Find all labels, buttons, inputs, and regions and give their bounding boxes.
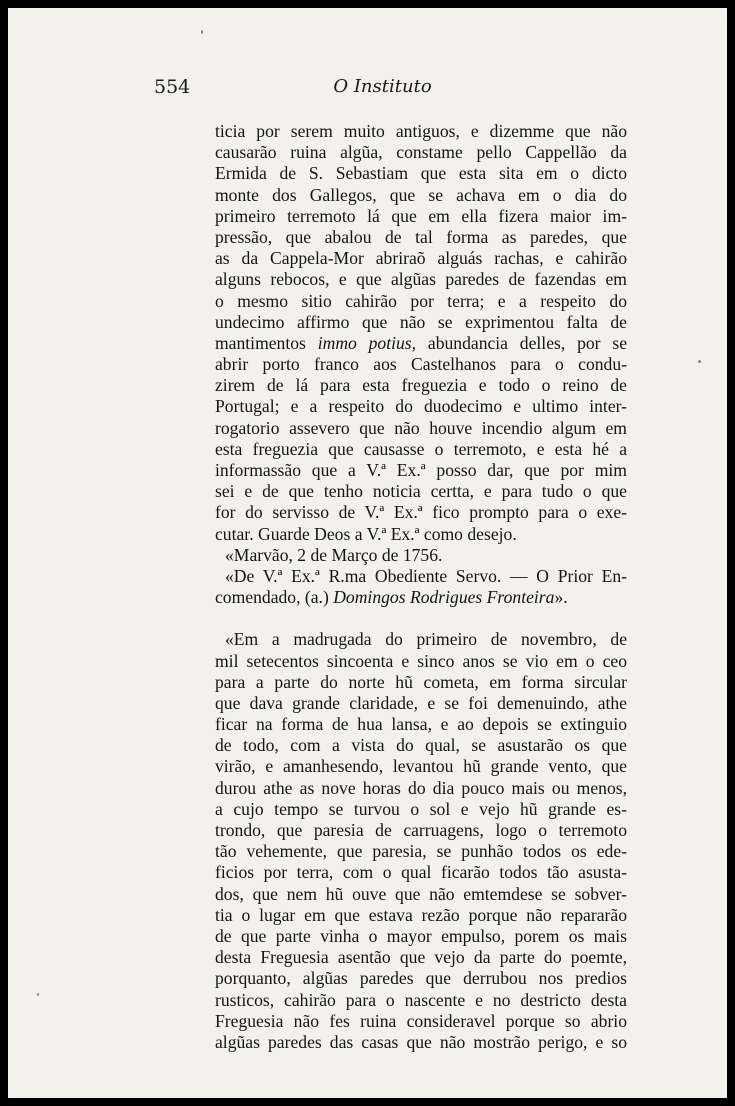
text-line: for do servisso de V.ª Ex.ª fico prompto para o exe- <box>215 502 627 523</box>
paper-speck <box>37 993 39 996</box>
text-line: «Em a madrugada do primeiro de novembro, de <box>225 629 627 650</box>
text-line: a cujo tempo se turvou o sol e vejo hũ grande es- <box>215 798 627 819</box>
text-segment: comendado, (a.) <box>215 587 334 608</box>
signature-line: «De V.ª Ex.ª R.ma Obediente Servo. — O Prior En- <box>225 565 627 586</box>
text-line: alguns rebocos, e que algũas paredes de fazendas em <box>215 269 627 290</box>
paper-speck <box>698 360 701 363</box>
text-line: virão, e amanhesendo, levantou hũ grande vento, que <box>215 756 627 777</box>
text-line: o mesmo sitio cahirão por terra; e a respeito do <box>215 290 627 311</box>
paper-speck <box>201 30 203 34</box>
text-line: tia o lugar em que estava rezão porque não repararão <box>215 904 627 925</box>
text-line: rusticos, cahirão para o nascente e no destricto desta <box>215 989 627 1010</box>
text-line: as da Cappela-Mor abriraõ alguás rachas, e cahirão <box>215 248 627 269</box>
text-segment: mantimentos <box>215 332 318 353</box>
text-line: de todo, com a vista do qual, se asustarão os que <box>215 735 627 756</box>
page-number: 554 <box>154 76 191 98</box>
signatory-name: Domingos Rodrigues Fronteira <box>333 587 555 608</box>
text-line: primeiro terremoto lá que em ella fizera maior im- <box>215 205 627 226</box>
place-date: «Marvão, 2 de Março de 1756. <box>225 544 443 565</box>
text-line: undecimo affirmo que não se exprimentou falta de <box>215 311 627 332</box>
text-line: dos, que nem hũ ouve que não emtemdese se sobver- <box>215 883 627 904</box>
text-line: trondo, que paresia de carruagens, logo o terremoto <box>215 820 627 840</box>
text-segment: abundancia delles, por se <box>416 332 627 353</box>
paragraph-gap <box>215 608 627 629</box>
text-line: de que parte vinha o mayor empulso, porem os mais <box>215 925 627 946</box>
signature-line <box>215 587 627 608</box>
text-line: cutar. Guarde Deos a V.ª Ex.ª como desejo. <box>215 523 517 544</box>
text-line: Ermida de S. Sebastiam que esta sita em o dicto <box>215 163 627 184</box>
text-segment: ». <box>554 587 568 608</box>
text-line: monte dos Gallegos, que se achava em o dia do <box>215 184 627 205</box>
book-page <box>8 8 727 1098</box>
text-line: zirem de lá para esta freguezia e todo o reino de <box>215 375 627 396</box>
paragraph-1 <box>215 121 627 545</box>
text-line: algũas paredes das casas que não mostrão perigo, e so <box>215 1031 627 1052</box>
text-line: abrir porto franco aos Castelhanos para o condu- <box>215 354 627 375</box>
text-line: rogatorio assevero que não houve incendio algum em <box>215 417 627 438</box>
text-line: pressão, que abalou de tal forma as paredes, que <box>215 226 627 247</box>
text-line: sei e de que tenho noticia certta, e para tudo o que <box>215 481 627 502</box>
text-line: Freguesia não fes ruina consideravel porque so abrio <box>215 1010 627 1031</box>
page-header <box>8 76 727 106</box>
text-line: desta Freguesia asentão que vejo da parte do poemte, <box>215 947 627 968</box>
text-line: durou athe as nove horas do dia pouco mais ou menos, <box>215 777 627 798</box>
italic-phrase: immo potius, <box>317 332 417 353</box>
text-line: causarão ruina algũa, constame pello Cappellão da <box>215 142 627 163</box>
text-line: tão vehemente, que paresia, se punhão todos os ede- <box>215 841 627 862</box>
paragraph-2 <box>215 629 627 1053</box>
text-line: para a parte do norte hũ cometa, em forma sircular <box>215 671 627 692</box>
text-line: ticia por serem muito antiguos, e dizemme que não <box>215 121 627 141</box>
text-line: que dava grande claridade, e se foi demenuindo, athe <box>215 692 627 713</box>
text-line: ficios por terra, com o qual ficarão todos tão asusta- <box>215 862 627 883</box>
text-line: informassão que a V.ª Ex.ª posso dar, que por mim <box>215 460 627 480</box>
text-line: ficar na forma de hua lansa, e ao depois se extinguio <box>215 714 627 735</box>
running-title: O Instituto <box>333 76 432 97</box>
text-line: Portugal; e a respeito do duodecimo e ultimo inter- <box>215 396 627 417</box>
text-line: porquanto, algũas paredes que derrubou nos predios <box>215 968 627 989</box>
signature-block <box>215 545 627 609</box>
body-text <box>215 121 627 1053</box>
text-line: mil setecentos sincoenta e sinco anos se vio em o ceo <box>215 650 627 671</box>
text-line <box>215 333 627 354</box>
text-line: esta freguezia que causasse o terremoto, e esta hé a <box>215 438 627 459</box>
